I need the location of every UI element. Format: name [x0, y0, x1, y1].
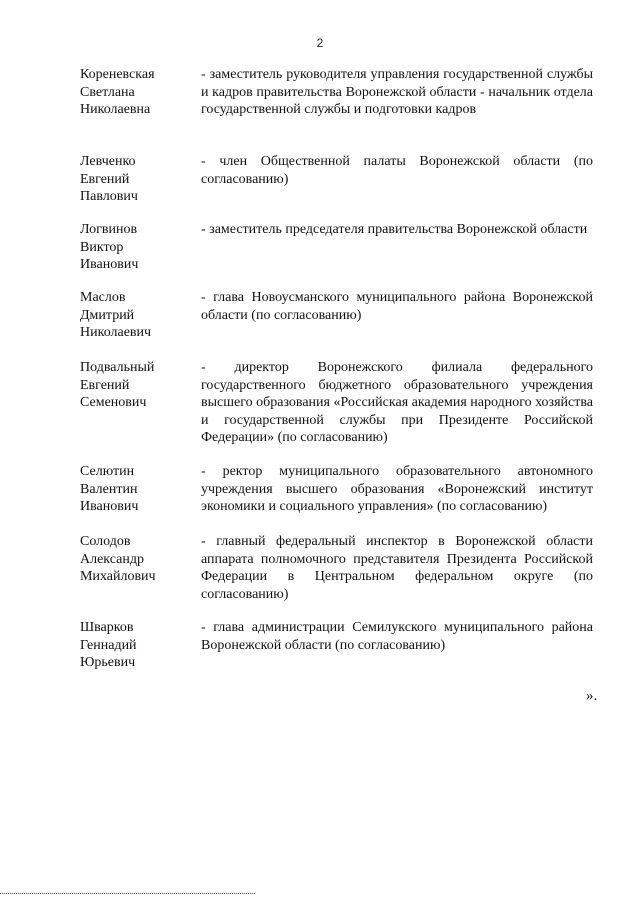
member-surname: Кореневская	[80, 67, 155, 82]
member-first-name: Евгений	[80, 377, 130, 393]
member-patronymic: Иванович	[80, 499, 139, 514]
member-name	[80, 619, 190, 672]
member-patronymic: Семенович	[80, 395, 147, 410]
member-first-name: Евгений	[80, 171, 130, 187]
member-patronymic: Николаевна	[80, 102, 151, 117]
member-first-name: Светлана	[80, 84, 135, 100]
member-surname: Маслов	[80, 290, 126, 305]
member-patronymic: Иванович	[80, 257, 139, 272]
member-surname: Шварков	[80, 620, 134, 635]
member-role: - заместитель председателя правительства Воронежской области	[201, 222, 588, 237]
member-surname: Солодов	[80, 534, 131, 549]
member-surname: Селютин	[80, 464, 135, 479]
member-role: - глава Новоусманского муниципального района Воронежской области (по согласованию)	[201, 290, 593, 323]
member-first-name: Виктор	[80, 239, 124, 255]
member-surname: Логвинов	[80, 222, 138, 237]
closing-quote-mark: ».	[586, 688, 598, 704]
member-first-name: Александр	[80, 551, 144, 567]
member-patronymic: Михайлович	[80, 569, 156, 584]
member-first-name: Валентин	[80, 481, 138, 497]
member-role: - заместитель руководителя управления государственной службы и кадров правительства Воронежской области - начальник отдела государственной службы и подготовки кадров	[201, 67, 593, 117]
member-first-name: Геннадий	[80, 637, 137, 653]
member-patronymic: Николаевич	[80, 325, 152, 340]
member-name	[80, 66, 190, 119]
member-surname: Подвальный	[80, 360, 155, 375]
member-role: - глава администрации Семилукского муниципального района Воронежской области (по согласованию)	[201, 620, 593, 653]
member-role: - член Общественной палаты Воронежской области (по согласованию)	[201, 154, 593, 187]
page-number: 2	[316, 36, 324, 50]
member-first-name: Дмитрий	[80, 307, 135, 323]
member-role: - ректор муниципального образовательного автономного учреждения высшего образования «Воронежский институт экономики и социального управления» (по согласованию)	[201, 464, 593, 514]
member-role: - главный федеральный инспектор в Воронежской области аппарата полномочного представителя Президента Российской Федерации в Центральном федеральном округе (по согласованию)	[201, 534, 593, 602]
member-surname: Левченко	[80, 154, 136, 169]
member-role: - директор Воронежского филиала федерального государственного бюджетного образовательного учреждения высшего образования «Российская академия народного хозяйства и государственной службы при Президенте Российской Федерации» (по согласованию)	[201, 360, 593, 445]
member-name	[80, 359, 190, 412]
member-patronymic: Юрьевич	[80, 655, 136, 670]
member-name	[80, 153, 190, 206]
footer-divider	[0, 893, 255, 894]
member-name	[80, 533, 190, 586]
member-patronymic: Павлович	[80, 189, 138, 204]
member-name	[80, 289, 190, 342]
member-name	[80, 221, 190, 274]
member-name	[80, 463, 190, 516]
